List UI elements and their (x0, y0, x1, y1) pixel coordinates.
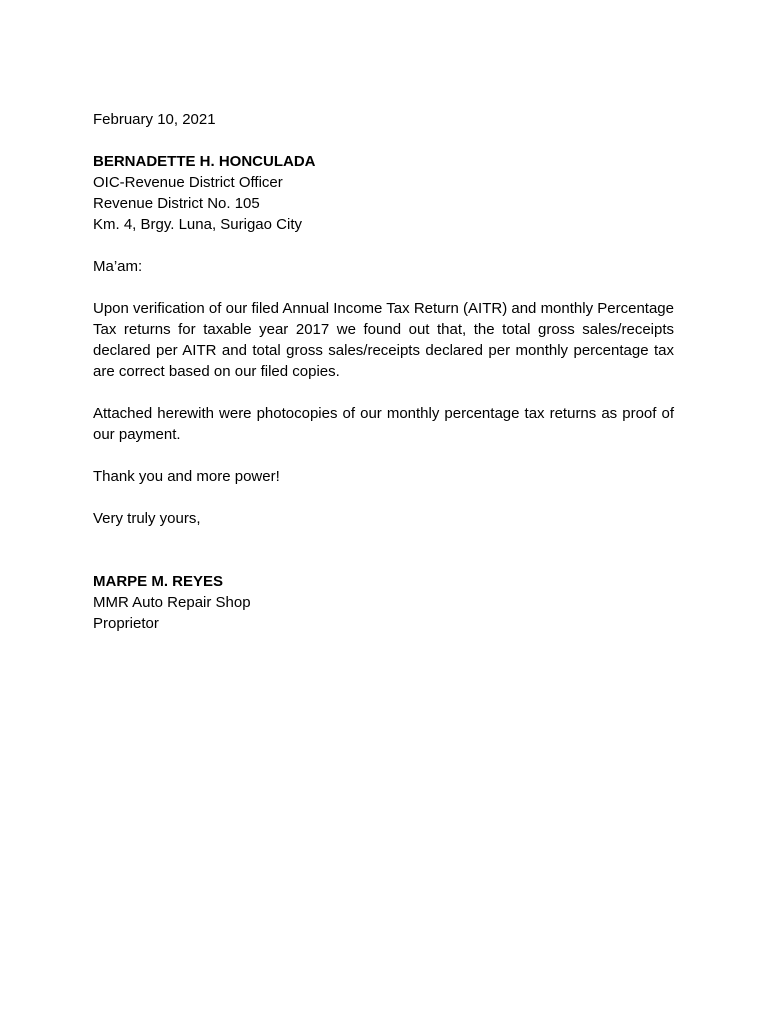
body-paragraph-1: Upon verification of our filed Annual Income Tax Return (AITR) and monthly Percentage Tax returns for taxable year 2017 we found out that, the total gross sales/receipts declared per AITR and total gross sales/receipts declared per monthly percentage tax are correct based on our filed copies. (93, 300, 674, 380)
letter-content (93, 109, 674, 634)
body-paragraph-3: Thank you and more power! (93, 468, 280, 485)
recipient-address: Km. 4, Brgy. Luna, Surigao City (93, 216, 302, 233)
signature-block (93, 571, 674, 634)
recipient-block (93, 151, 674, 235)
salutation: Ma’am: (93, 258, 143, 275)
signatory-name: MARPE M. REYES (93, 573, 224, 590)
signatory-position: Proprietor (93, 615, 159, 632)
letter-date: February 10, 2021 (93, 111, 216, 128)
signatory-business: MMR Auto Repair Shop (93, 594, 251, 611)
recipient-title: OIC-Revenue District Officer (93, 174, 283, 191)
recipient-office: Revenue District No. 105 (93, 195, 260, 212)
recipient-name: BERNADETTE H. HONCULADA (93, 153, 316, 170)
body-paragraph-2: Attached herewith were photocopies of our monthly percentage tax returns as proof of our payment. (93, 405, 674, 443)
closing: Very truly yours, (93, 510, 201, 527)
